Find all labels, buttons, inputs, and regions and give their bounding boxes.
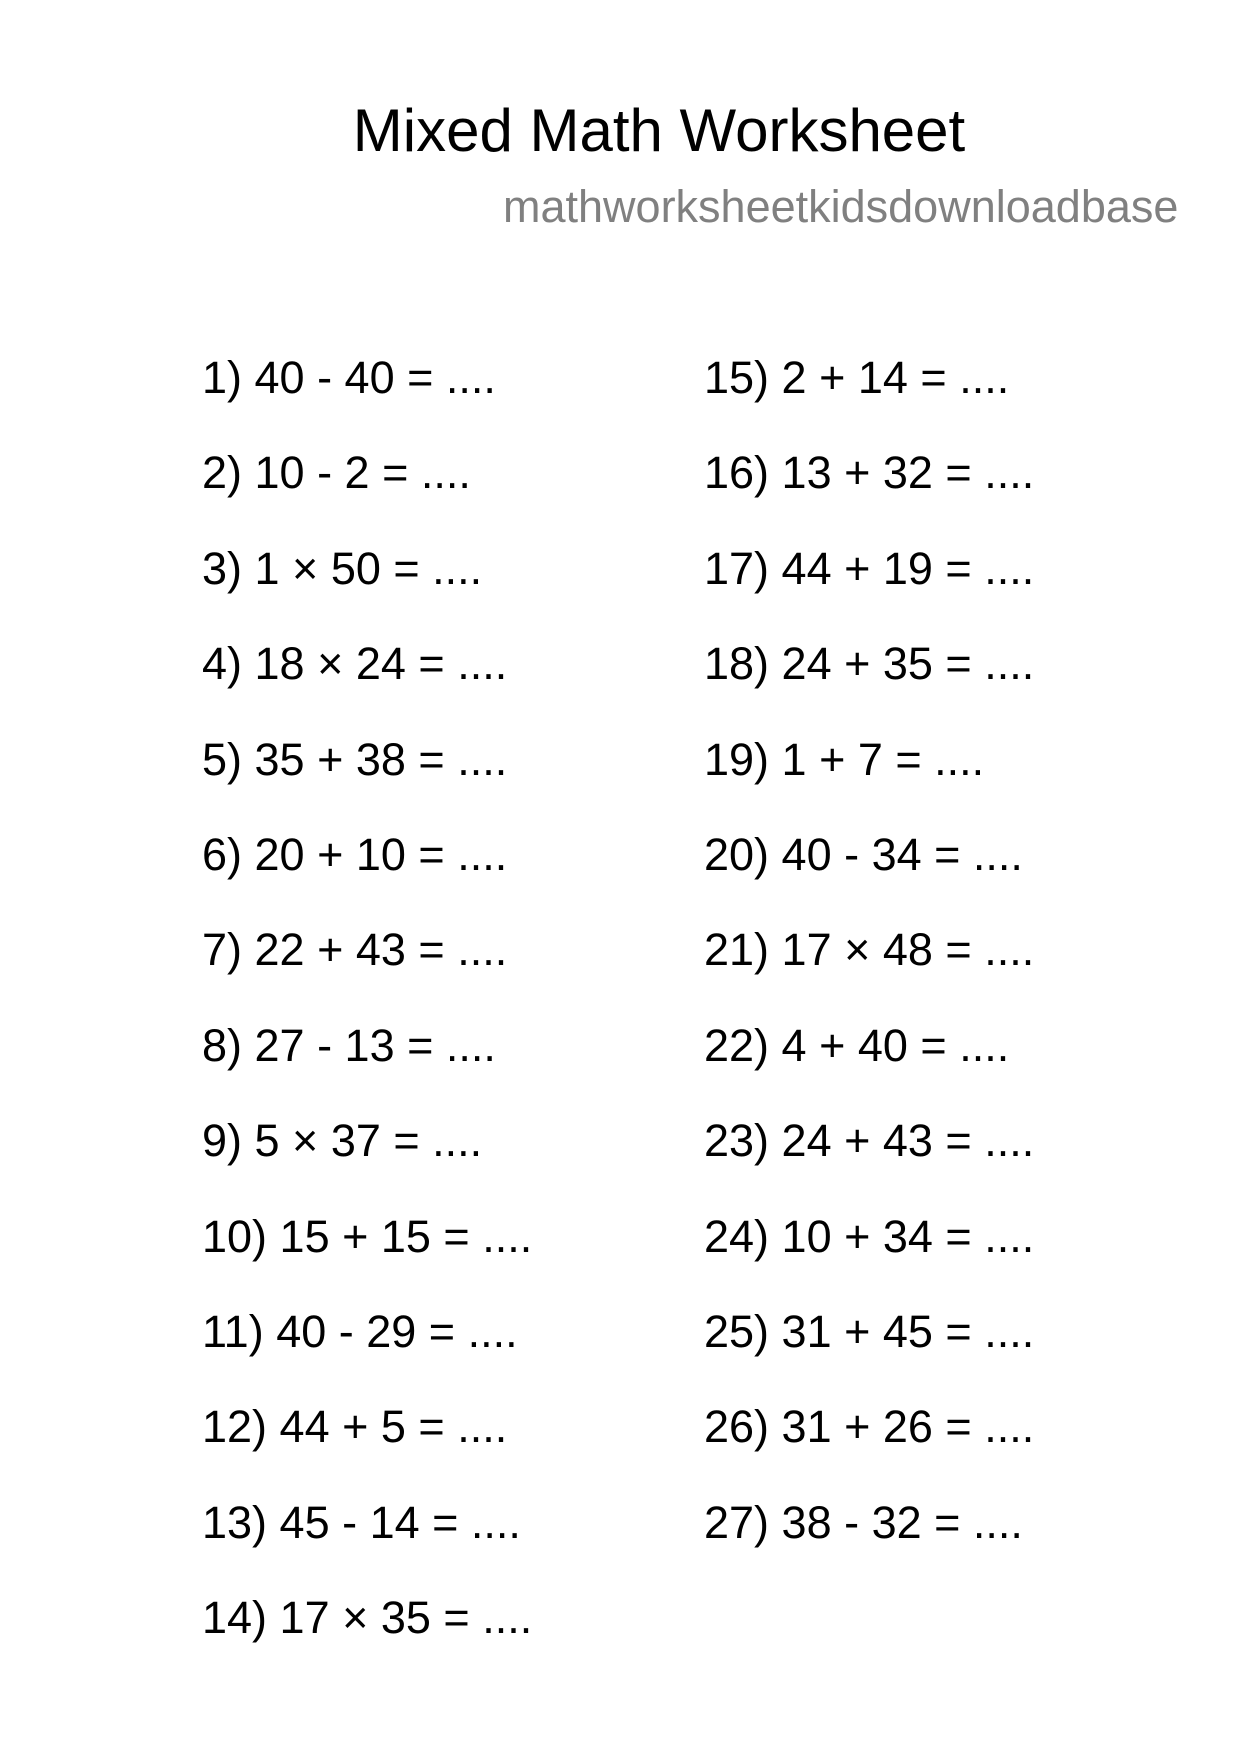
- problem-item: 2) 10 - 2 = ....: [202, 447, 471, 499]
- worksheet-subtitle: mathworksheetkidsdownloadbase: [503, 181, 1179, 232]
- problem-item: 3) 1 × 50 = ....: [202, 542, 483, 594]
- problem-item: 10) 15 + 15 = ....: [202, 1210, 533, 1262]
- problem-item: 12) 44 + 5 = ....: [202, 1401, 508, 1453]
- problems-column-right: [704, 350, 1034, 1590]
- problem-item: 20) 40 - 34 = ....: [704, 828, 1023, 880]
- problem-item: 26) 31 + 26 = ....: [704, 1401, 1035, 1453]
- problem-item: 17) 44 + 19 = ....: [704, 542, 1035, 594]
- problem-item: 25) 31 + 45 = ....: [704, 1305, 1035, 1357]
- problem-item: 5) 35 + 38 = ....: [202, 733, 508, 785]
- problem-item: 27) 38 - 32 = ....: [704, 1496, 1023, 1548]
- problem-item: 8) 27 - 13 = ....: [202, 1019, 496, 1071]
- problem-item: 6) 20 + 10 = ....: [202, 828, 508, 880]
- problem-item: 19) 1 + 7 = ....: [704, 733, 985, 785]
- problem-item: 1) 40 - 40 = ....: [202, 352, 496, 403]
- problem-item: 13) 45 - 14 = ....: [202, 1496, 521, 1548]
- problem-item: 23) 24 + 43 = ....: [704, 1115, 1035, 1167]
- problem-item: 7) 22 + 43 = ....: [202, 924, 508, 976]
- problem-item: 24) 10 + 34 = ....: [704, 1210, 1035, 1262]
- problem-item: 4) 18 × 24 = ....: [202, 638, 508, 690]
- problem-item: 9) 5 × 37 = ....: [202, 1115, 483, 1167]
- problem-item: 21) 17 × 48 = ....: [704, 924, 1035, 976]
- problem-item: 14) 17 × 35 = ....: [202, 1592, 533, 1644]
- problems-column-left: [202, 350, 532, 1685]
- worksheet-title: Mixed Math Worksheet: [352, 97, 966, 164]
- problem-item: 22) 4 + 40 = ....: [704, 1019, 1010, 1071]
- problem-item: 15) 2 + 14 = ....: [704, 352, 1010, 403]
- problem-item: 16) 13 + 32 = ....: [704, 447, 1035, 499]
- problem-item: 11) 40 - 29 = ....: [202, 1305, 518, 1357]
- problem-item: 18) 24 + 35 = ....: [704, 638, 1035, 690]
